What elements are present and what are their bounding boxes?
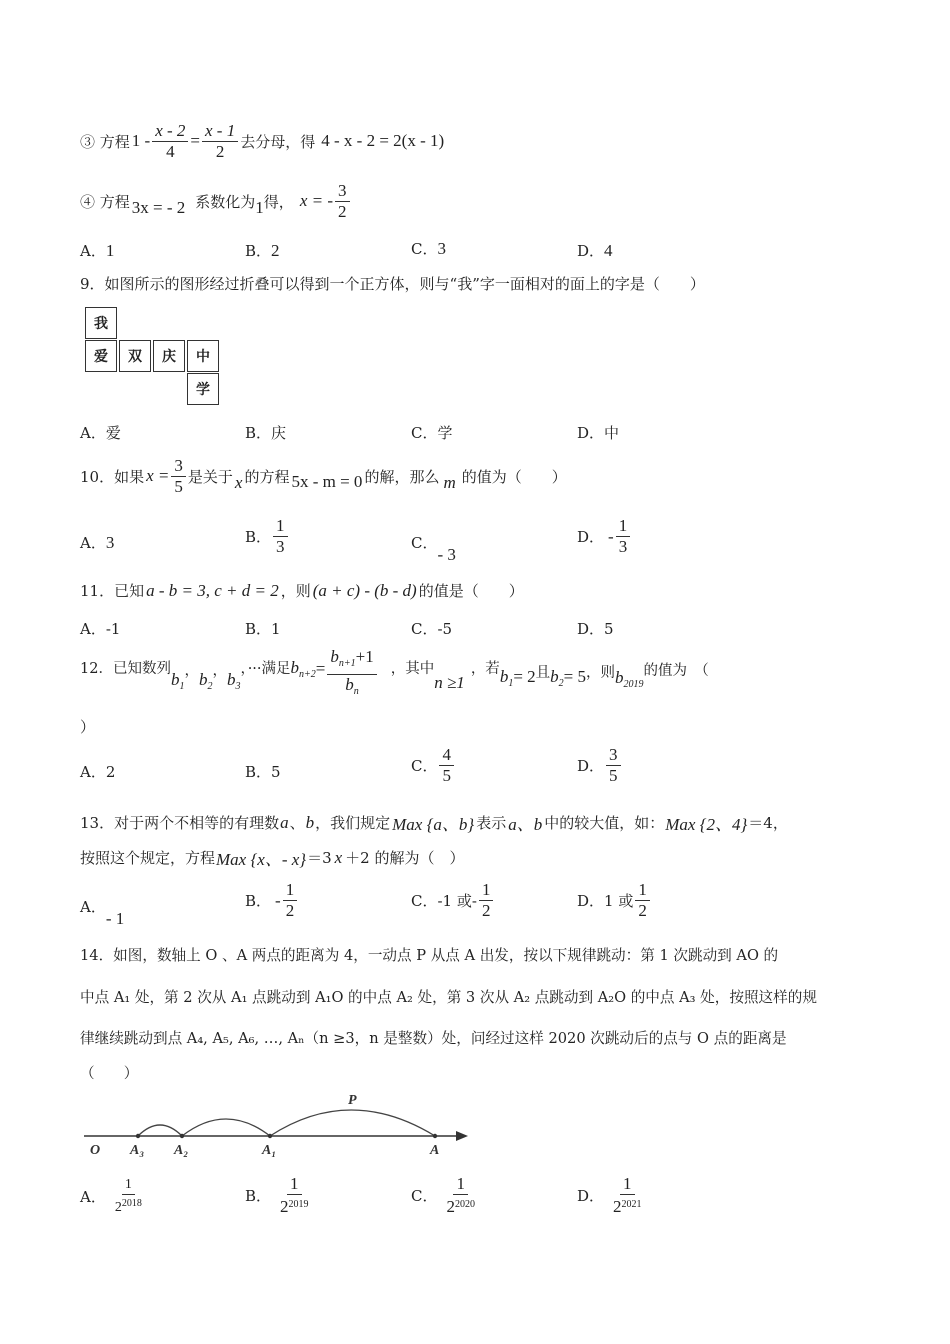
q14-option-b[interactable]: B． $\frac{1}{2^{2019}}$ (245, 1174, 309, 1216)
q8-item4-eq: 3x = - 2 (131, 198, 186, 217)
q11-option-a[interactable]: A．-1 (80, 620, 121, 638)
q8-item3-result: 4 - x - 2 = 2(x - 1) (321, 131, 445, 150)
q13-option-a[interactable]: A．- 1 (80, 898, 125, 928)
q9-option-a[interactable]: A．爱 (80, 424, 121, 442)
q10-option-b[interactable]: B． $\frac{1}{3}$ (245, 516, 290, 557)
q8-item4 (80, 178, 352, 224)
q8-item4-mid2: 得， (263, 192, 294, 211)
q12-stem: 12．已知数列 $b_1$ ， $b_2$ ， $b_3$ ，···满足 $b_{n+2}$ = $\frac{b_{n+1}+1}{b_n}$ ，其中 n ≥1 ，若 $b_1= 2$ 且 $b_2= 5$ ，则 $b_{2019}$ 的值为 （ (80, 646, 709, 697)
q9-option-c[interactable]: C．学 (411, 424, 453, 442)
q8-item3-frac1: $\frac{x - 2}{4}$ (152, 121, 188, 162)
q10-option-c[interactable]: C．- 3 (411, 534, 456, 564)
q8-option-c[interactable]: C．3 (411, 239, 446, 258)
q10-stem: 10．如果 x = $\frac{3}{5}$ 是关于 x 的方程 5x - m = 0 的解，那么 m 的值为（ ） (80, 455, 567, 496)
q14-line1: 14．如图，数轴上 O 、A 两点的距离为 4，一动点 P 从点 A 出发，按以下规律跳动：第 1 次跳动到 AO 的 (80, 947, 779, 964)
q8-item4-result: x = - (299, 191, 333, 210)
q11-option-c[interactable]: C．-5 (411, 620, 453, 638)
label-a3: A₃ (130, 1143, 145, 1158)
q11-stem: 11．已知 a - b = 3, c + d = 2 ，则 (a + c) - (b - d) 的值是（ ） (80, 580, 524, 600)
net-face-wo: 我 (85, 307, 117, 339)
q10-option-a[interactable]: A．3 (80, 533, 115, 552)
jump-arc-2 (182, 1119, 270, 1136)
q8-item4-one: 1 (255, 198, 264, 217)
q12-option-b[interactable]: B．5 (245, 763, 281, 781)
q14-option-c[interactable]: C． $\frac{1}{2^{2020}}$ (411, 1174, 475, 1216)
q12-option-a[interactable]: A．2 (80, 763, 116, 781)
label-o: O (90, 1143, 101, 1158)
label-a1: A₁ (262, 1143, 277, 1158)
q8-item3-one: 1 - (131, 131, 151, 150)
q12-option-d[interactable]: D． $\frac{3}{5}$ (577, 745, 623, 786)
label-a: A (430, 1143, 440, 1158)
q8-item4-frac: $\frac{3}{2}$ (335, 181, 350, 222)
q14-option-a[interactable]: A． $\frac{1}{2^{2018}}$ (80, 1177, 142, 1215)
q9-option-b[interactable]: B．庆 (245, 424, 287, 442)
point-a2 (180, 1134, 184, 1138)
q11-option-d[interactable]: D．5 (577, 620, 614, 638)
point-a3 (136, 1134, 140, 1138)
axis-arrow (456, 1131, 468, 1141)
label-a2: A₂ (174, 1143, 189, 1158)
q8-option-b[interactable]: B．2 (245, 241, 280, 260)
net-face-xue: 学 (187, 373, 219, 405)
q14-line2: 中点 A₁ 处，第 2 次从 A₁ 点跳动到 A₁O 的中点 A₂ 处，第 3 次从 A₂ 点跳动到 A₂O 的中点 A₃ 处，按照这样的规 (80, 989, 817, 1006)
q8-option-d[interactable]: D．4 (577, 241, 613, 260)
number-line-figure (80, 1088, 480, 1160)
q13-line1: 13．对于两个不相等的有理数 a 、 b ，我们规定 Max {a、b} 表示 a、b 中的较大值，如： Max {2、4} ＝4， (80, 812, 788, 834)
q8-item4-prefix: ④ 方程 (80, 192, 130, 211)
point-a (433, 1134, 437, 1138)
net-face-zhong: 中 (187, 340, 219, 372)
q14-line4: （ ） (80, 1065, 139, 1082)
q10-option-d[interactable]: D． - $\frac{1}{3}$ (577, 516, 632, 557)
q13-line2: 按照这个规定，方程 Max {x、- x} ＝3 x ＋2 的解为（ ） (80, 847, 465, 869)
q8-item3-prefix: ③ 方程 (80, 132, 130, 151)
q8-item4-mid: 系数化为 (195, 192, 256, 211)
label-p: P (348, 1093, 357, 1108)
q8-item3 (80, 118, 444, 164)
net-face-ai: 爱 (85, 340, 117, 372)
q11-option-b[interactable]: B．1 (245, 620, 281, 638)
q8-item3-mid: 去分母，得 (240, 132, 316, 151)
q14-option-d[interactable]: D． $\frac{1}{2^{2021}}$ (577, 1174, 642, 1216)
point-a1 (268, 1134, 272, 1138)
q13-option-d[interactable]: D． 1 或 $\frac{1}{2}$ (577, 880, 652, 921)
net-face-shuang: 双 (119, 340, 151, 372)
q8-option-a[interactable]: A．1 (80, 241, 115, 260)
q12-close: ） (80, 718, 96, 736)
q14-line3: 律继续跳动到点 A₄, A₅, A₆, …, Aₙ（n ≥3，n 是整数）处，问经过这样 2020 次跳动后的点与 O 点的距离是 (80, 1030, 787, 1047)
q13-option-c[interactable]: C． -1 或- $\frac{1}{2}$ (411, 880, 495, 921)
q9-option-d[interactable]: D．中 (577, 424, 620, 442)
q9-stem: 9．如图所示的图形经过折叠可以得到一个正方体，则与“我”字一面相对的面上的字是（ ） (80, 275, 705, 293)
jump-arc-3 (138, 1125, 182, 1136)
jump-arc-1 (270, 1110, 435, 1136)
q8-item3-equals: = (190, 131, 201, 150)
net-face-qing: 庆 (153, 340, 185, 372)
q13-option-b[interactable]: B． - $\frac{1}{2}$ (245, 880, 299, 921)
q12-option-c[interactable]: C． $\frac{4}{5}$ (411, 745, 456, 786)
cube-net (85, 307, 225, 411)
q8-item3-frac2: $\frac{x - 1}{2}$ (202, 121, 238, 162)
